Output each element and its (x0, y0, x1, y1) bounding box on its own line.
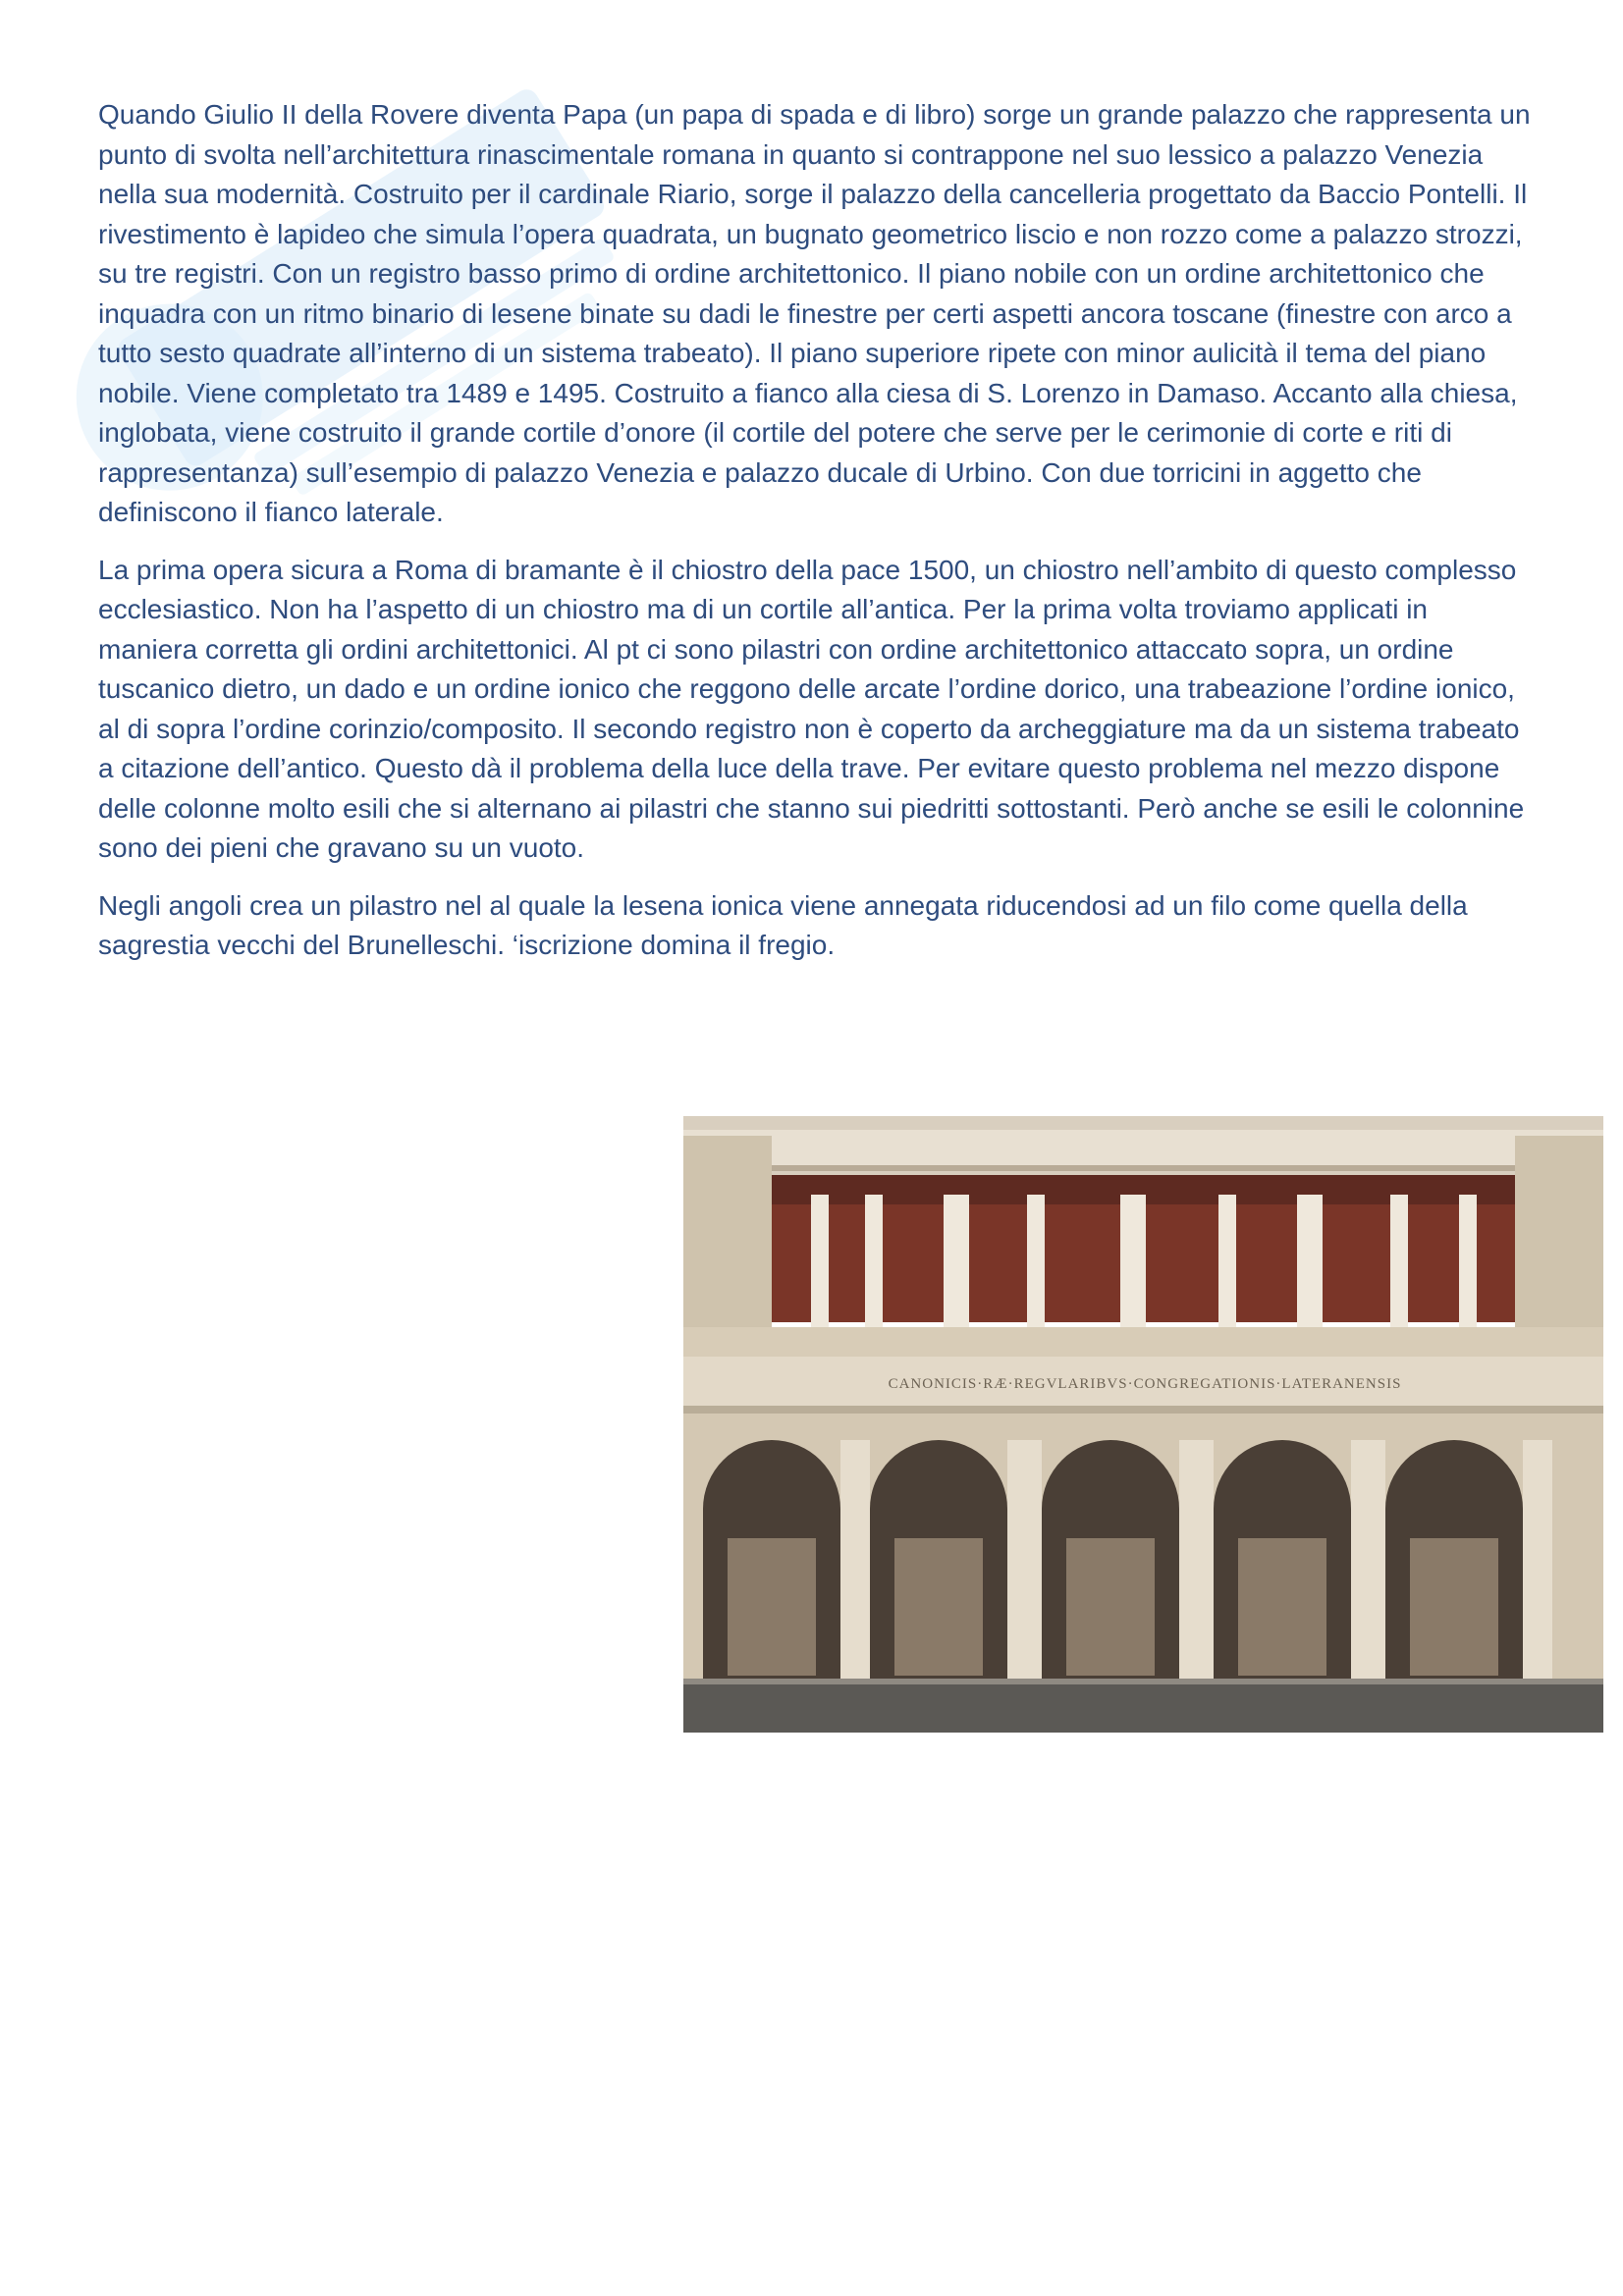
paragraph-cancelleria: Quando Giulio II della Rovere diventa Papa (un papa di spada e di libro) sorge un grande palazzo che rappresenta un punto di svolta nell’architettura rinascimentale romana in quanto si contrappone nel suo lessico a palazzo Venezia nella sua modernità. Costruito per il cardinale Riario, sorge il palazzo della cancelleria progettato da Baccio Pontelli. Il rivestimento è lapideo che simula l’opera quadrata, un bugnato geometrico liscio e non rozzo come a palazzo strozzi, su tre registri. Con un registro basso primo di ordine architettonico. Il piano nobile con un ordine architettonico che inquadra con un ritmo binario di lesene binate su dadi le finestre per certi aspetti ancora toscane (finestre con arco a tutto sesto quadrate all’interno di un sistema trabeato). Il piano superiore ripete con minor aulicità il tema del piano nobile. Viene completato tra 1489 e 1495. Costruito a fianco alla ciesa di S. Lorenzo in Damaso. Accanto alla chiesa, inglobata, viene costruito il grande cortile d’onore (il cortile del potere che serve per le cerimonie di corte e riti di rappresentanza) sull’esempio di palazzo Venezia e palazzo ducale di Urbino. Con due torricini in aggetto che definiscono il fianco laterale. (98, 99, 1531, 527)
paragraph-chiostro-pace: La prima opera sicura a Roma di bramante è il chiostro della pace 1500, un chiostro nell’ambito di questo complesso ecclesiastico. Non ha l’aspetto di un chiostro ma di un cortile all’antica. Per la prima volta troviamo applicati in maniera corretta gli ordini architettonici. Al pt ci sono pilastri con ordine architettonico attaccato sopra, un ordine tuscanico dietro, un dado e un ordine ionico che reggono delle arcate l’ordine dorico, una trabeazione l’ordine ionico, al di sopra l’ordine corinzio/composito. Il secondo registro non è coperto da archeggiature ma da un sistema trabeato a citazione dell’antico. Questo dà il problema della luce della trave. Per evitare questo problema nel mezzo dispone delle colonne molto esili che si alternano ai pilastri che stanno sui piedritti sottostanti. Però anche se esili le colonnine sono dei pieni che gravano su un vuoto. (98, 554, 1525, 863)
paragraph-angoli: Negli angoli crea un pilastro nel al quale la lesena ionica viene annegata riducendosi ad un filo come quella della sagrestia vecchi del Brunelleschi. ‘iscrizione domina il fregio. (98, 889, 1468, 960)
frieze-inscription: CANONICIS·RÆ·REGVLARIBVS·CONGREGATIONIS·LATERANENSIS (888, 1376, 1402, 1392)
cloister-photo (683, 1116, 1603, 1733)
document-body (98, 95, 1532, 984)
